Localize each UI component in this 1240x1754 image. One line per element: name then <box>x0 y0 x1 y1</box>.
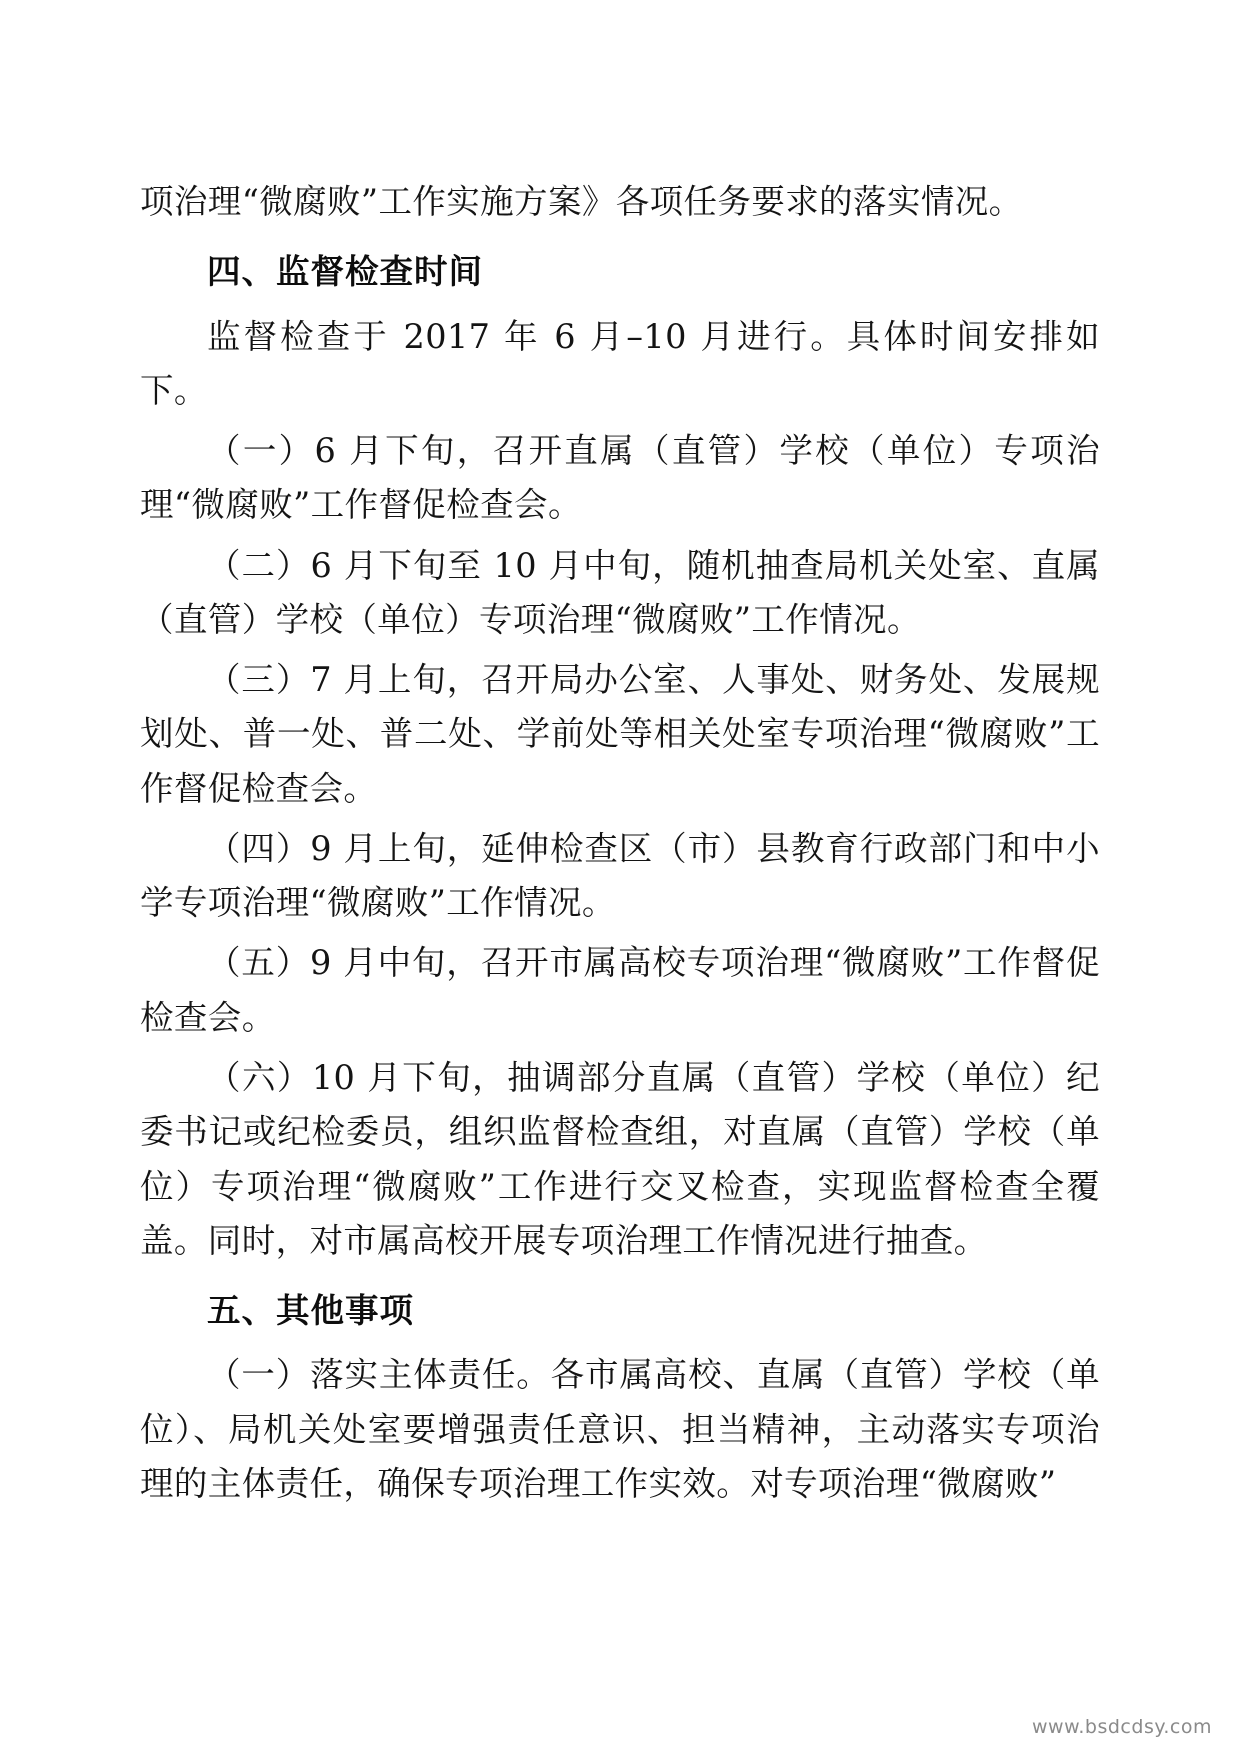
paragraph-item-one: （一）6 月下旬，召开直属（直管）学校（单位）专项治理“微腐败”工作督促检查会。 <box>140 431 1100 525</box>
document-body <box>140 175 1100 1511</box>
watermark-text: www.bsdcdsy.com <box>1032 1716 1212 1738</box>
paragraph-other-item-one: （一）落实主体责任。各市属高校、直属（直管）学校（单位）、局机关处室要增强责任意识、担当精神，主动落实专项治理的主体责任，确保专项治理工作实效。对专项治理“微腐败” <box>140 1355 1100 1503</box>
paragraph-item-two: （二）6 月下旬至 10 月中旬，随机抽查局机关处室、直属（直管）学校（单位）专项治理“微腐败”工作情况。 <box>140 545 1100 639</box>
paragraph-inspection-period: 监督检查于 2017 年 6 月–10 月进行。具体时间安排如下。 <box>140 316 1100 410</box>
paragraph-item-three: （三）7 月上旬，召开局办公室、人事处、财务处、发展规划处、普一处、普二处、学前处等相关处室专项治理“微腐败”工作督促检查会。 <box>140 660 1100 808</box>
paragraph-continuation: 项治理“微腐败”工作实施方案》各项任务要求的落实情况。 <box>140 182 1023 221</box>
paragraph-item-six: （六）10 月下旬，抽调部分直属（直管）学校（单位）纪委书记或纪检委员，组织监督检查组，对直属（直管）学校（单位）专项治理“微腐败”工作进行交叉检查，实现监督检查全覆盖。同时，对市属高校开展专项治理工作情况进行抽查。 <box>140 1057 1100 1260</box>
paragraph-item-five: （五）9 月中旬，召开市属高校专项治理“微腐败”工作督促检查会。 <box>140 943 1100 1037</box>
section-heading-five: 五、其他事项 <box>207 1291 414 1331</box>
paragraph-item-four: （四）9 月上旬，延伸检查区（市）县教育行政部门和中小学专项治理“微腐败”工作情况。 <box>140 828 1100 923</box>
section-heading-four: 四、监督检查时间 <box>207 252 483 292</box>
